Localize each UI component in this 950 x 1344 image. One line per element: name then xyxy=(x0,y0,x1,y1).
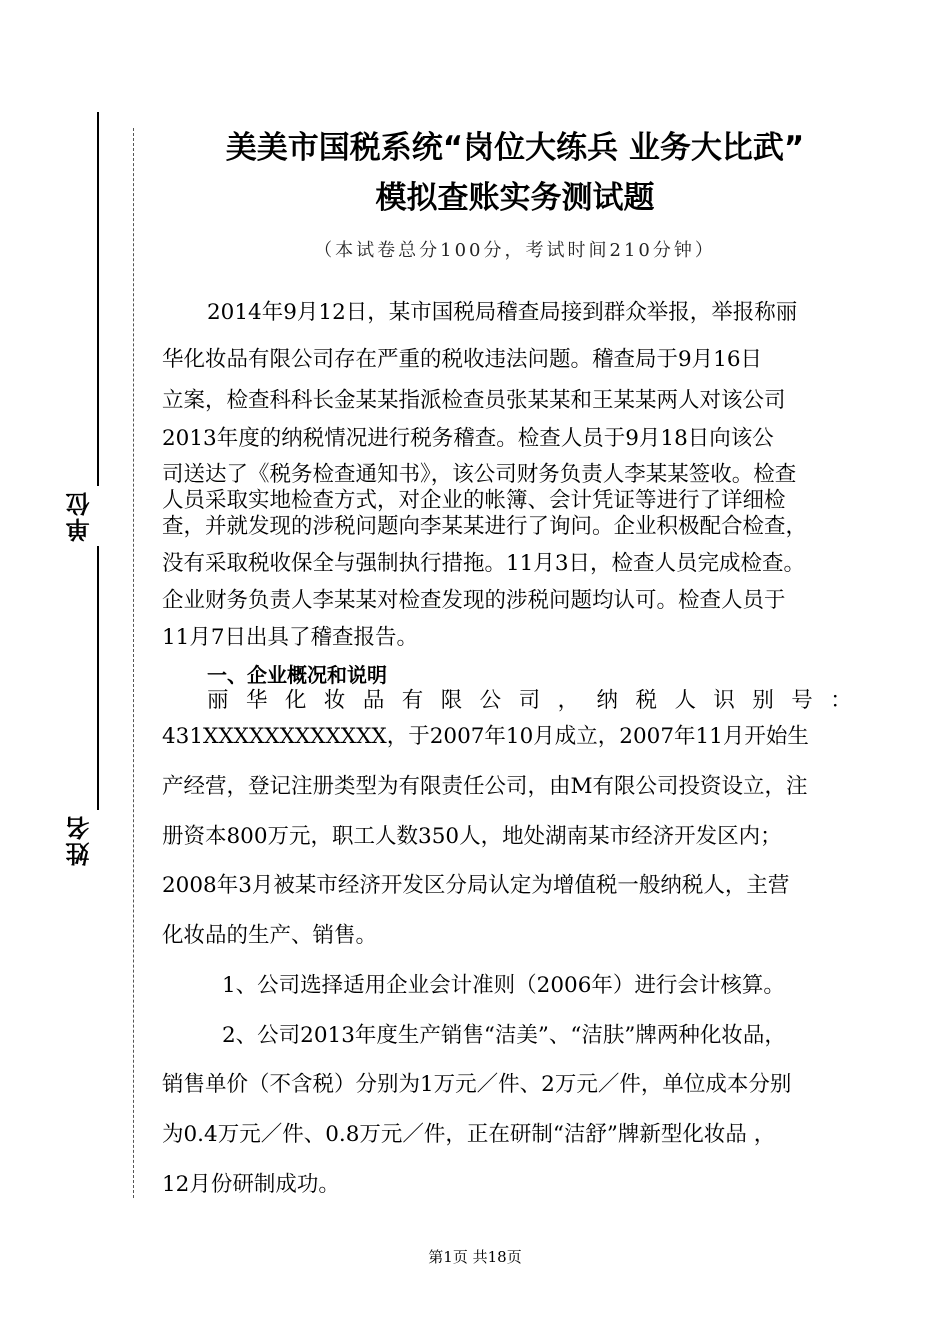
page-footer: 第1页 共18页 xyxy=(428,1248,522,1266)
paragraph-line: 12月份研制成功。 xyxy=(162,1172,340,1197)
char: ： xyxy=(830,688,852,713)
char: 化 xyxy=(284,688,307,713)
char: 识 xyxy=(713,688,735,713)
paragraph-line-justified xyxy=(207,686,852,716)
paragraph-line: 2008年3月被某市经济开发区分局认定为增值税一般纳税人，主营 xyxy=(162,873,790,898)
char: 纳 xyxy=(596,688,619,713)
char: 人 xyxy=(674,688,696,713)
paragraph-line: 册资本800万元，职工人数350人，地处湖南某市经济开发区内； xyxy=(162,824,782,849)
paragraph-line: 431XXXXXXXXXXXX，于2007年10月成立，2007年11月开始生 xyxy=(162,724,809,749)
paragraph-line: 销售单价（不含税）分别为1万元／件、2万元／件，单位成本分别 xyxy=(162,1072,792,1097)
exam-info: （本试卷总分100分，考试时间210分钟） xyxy=(314,240,716,261)
paragraph-line: 人员采取实地检查方式，对企业的帐簿、会计凭证等进行了详细检 xyxy=(162,488,786,513)
char: 品 xyxy=(362,688,385,713)
paragraph-line: 华化妆品有限公司存在严重的税收违法问题。稽查局于9月16日 xyxy=(162,347,763,372)
char: 华 xyxy=(245,688,268,713)
char: 妆 xyxy=(323,688,346,713)
unit-label: 单位 xyxy=(62,486,102,546)
binding-solid-line xyxy=(97,112,99,842)
list-item: 2、公司2013年度生产销售“洁美”、“洁肤”牌两种化妆品， xyxy=(222,1023,786,1048)
char: 限 xyxy=(440,688,463,713)
paragraph-line: 产经营，登记注册类型为有限责任公司，由M有限公司投资设立，注 xyxy=(162,774,808,799)
char: 号 xyxy=(791,688,813,713)
paragraph-line: 2013年度的纳税情况进行税务稽查。检查人员于9月18日向该公 xyxy=(162,426,774,451)
list-item: 1、公司选择适用企业会计准则（2006年）进行会计核算。 xyxy=(222,973,785,998)
char: 公 xyxy=(479,688,502,713)
section-heading: 一、企业概况和说明 xyxy=(207,663,387,687)
paragraph-line: 企业财务负责人李某某对检查发现的涉税问题均认可。检查人员于 xyxy=(162,588,786,613)
name-label: 姓名 xyxy=(62,810,102,870)
paragraph-line: 没有采取税收保全与强制执行措拖。11月3日，检查人员完成检查。 xyxy=(162,551,806,576)
paragraph-line: 司送达了《税务检查通知书》，该公司财务负责人李某某签收。检查 xyxy=(162,462,797,487)
paragraph-line: 立案，检查科科长金某某指派检查员张某某和王某某两人对该公司 xyxy=(162,388,786,413)
document-title-line1: 美美市国税系统“岗位大练兵 业务大比武” xyxy=(225,130,805,166)
char: 税 xyxy=(635,688,657,713)
binding-dashed-line xyxy=(133,128,134,1198)
char: 别 xyxy=(752,688,774,713)
paragraph-line: 2014年9月12日，某市国税局稽查局接到群众举报，举报称丽 xyxy=(207,300,798,325)
paragraph-line: 化妆品的生产、销售。 xyxy=(162,923,378,948)
char: 司 xyxy=(518,688,541,713)
document-title-line2: 模拟查账实务测试题 xyxy=(375,180,655,216)
char: 丽 xyxy=(207,688,229,713)
paragraph-line: 11月7日出具了稽查报告。 xyxy=(162,625,419,650)
paragraph-line: 查，并就发现的涉税问题向李某某进行了询问。企业积极配合检查， xyxy=(162,514,808,539)
paragraph-line: 为0.4万元／件、0.8万元／件，正在研制“洁舒”牌新型化妆品 ， xyxy=(162,1122,776,1147)
char: 有 xyxy=(401,688,424,713)
char: ， xyxy=(557,688,580,713)
